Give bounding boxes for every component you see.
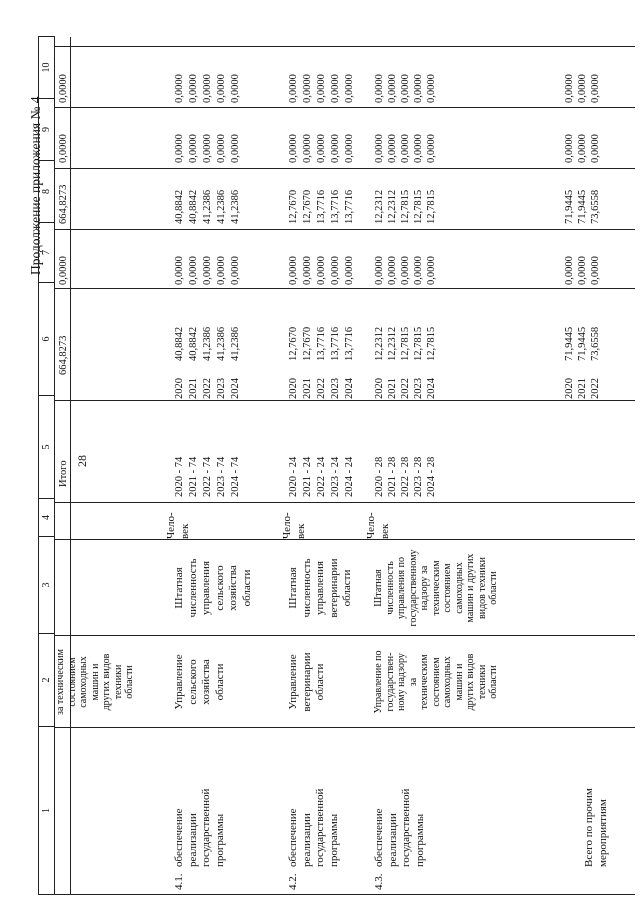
col-num-2: 2 — [39, 634, 55, 727]
table-body — [55, 37, 635, 895]
row-year-values: 2020 - 24 2021 - 24 2022 - 24 2023 - 24 2024 - 24 — [288, 456, 355, 497]
row-years: 2020 2021 2022 2023 2024 — [288, 378, 355, 399]
row-col7: 0,0000 0,0000 0,0000 0,0000 0,0000 — [374, 256, 437, 285]
row-col9: 0,0000 0,0000 0,0000 0,0000 0,0000 — [288, 134, 355, 163]
row-col6: 12,2312 12,2312 12,7815 12,7815 12,7815 — [374, 326, 437, 361]
row-year-values: 2020 - 74 2021 - 74 2022 - 74 2023 - 74 2024 - 74 — [174, 456, 241, 497]
row-number: 4.1. — [173, 873, 185, 890]
row-number: 4.2. — [287, 873, 299, 890]
summary-col9: 0,0000 0,0000 0,0000 — [564, 134, 601, 163]
col-num-10: 10 — [39, 37, 55, 99]
row-indicator: Штатная численность управления ветеринарии области — [287, 558, 353, 618]
row-col8: 12,7670 12,7670 13,7716 13,7716 13,7716 — [288, 189, 355, 224]
total-label: Итого — [58, 460, 69, 487]
col-num-3: 3 — [39, 537, 55, 634]
column-number-header — [38, 36, 55, 895]
summary-col10: 0,0000 0,0000 0,0000 — [564, 74, 601, 103]
row-purpose: обеспечение реализации государственной программы — [173, 788, 226, 867]
row-col6: 40,8842 40,8842 41,2386 41,2386 41,2386 — [174, 326, 241, 361]
row-col10: 0,0000 0,0000 0,0000 0,0000 0,0000 — [288, 74, 355, 103]
row-col7: 0,0000 0,0000 0,0000 0,0000 0,0000 — [174, 256, 241, 285]
row-unit: Чело- век — [365, 512, 391, 539]
row-years: 2020 2021 2022 2023 2024 — [374, 378, 437, 399]
row-purpose: обеспечение реализации государственной программы — [373, 788, 426, 867]
row-col9: 0,0000 0,0000 0,0000 0,0000 0,0000 — [374, 134, 437, 163]
summary-col7: 0,0000 0,0000 0,0000 — [564, 256, 601, 285]
row-col10: 0,0000 0,0000 0,0000 0,0000 0,0000 — [174, 74, 241, 103]
summary-label: Всего по прочим мероприятиям — [583, 788, 609, 867]
row-years: 2020 2021 2022 2023 2024 — [174, 378, 241, 399]
row-col7: 0,0000 0,0000 0,0000 0,0000 0,0000 — [288, 256, 355, 285]
row-col10: 0,0000 0,0000 0,0000 0,0000 0,0000 — [374, 74, 437, 103]
row-executor: Управление по государствен- ному надзору за техническим состоянием самоходных машин и других видов техники области — [373, 650, 499, 714]
row-executor: Управление ветеринарии области — [287, 652, 326, 712]
continuation-col2: за техническим состоянием самоходных машин и других видов техники области — [55, 649, 135, 715]
row-purpose: обеспечение реализации государственной программы — [287, 788, 340, 867]
page-number: 28 — [75, 455, 89, 467]
row-col6: 12,7670 12,7670 13,7716 13,7716 13,7716 — [288, 326, 355, 361]
col-num-8: 8 — [39, 161, 55, 223]
summary-years: 2020 2021 2022 — [564, 378, 601, 399]
col-num-7: 7 — [39, 223, 55, 283]
total-col9: 0,0000 — [58, 134, 69, 163]
row-col8: 40,8842 40,8842 41,2386 41,2386 41,2386 — [174, 189, 241, 224]
summary-col8: 71,9445 71,9445 73,6558 — [564, 189, 601, 224]
row-unit: Чело- век — [281, 512, 307, 539]
col-num-9: 9 — [39, 99, 55, 161]
total-col10: 0,0000 — [58, 74, 69, 103]
summary-col6: 71,9445 71,9445 73,6558 — [564, 326, 601, 361]
row-indicator: Штатная численность управления по государственному надзору за техническим состоянием самоходных машин и других видов техники области — [373, 549, 499, 627]
appendix-label: Продолжение приложения № 4 — [28, 96, 43, 275]
total-col8: 664,8273 — [58, 184, 69, 224]
row-number: 4.3. — [373, 873, 385, 890]
row-executor: Управление сельского хозяйства области — [173, 654, 226, 710]
total-col7: 0,0000 — [58, 256, 69, 285]
row-unit: Чело- век — [165, 512, 191, 539]
col-num-6: 6 — [39, 283, 55, 396]
col-num-5: 5 — [39, 396, 55, 499]
col-num-4: 4 — [39, 499, 55, 537]
col-num-1: 1 — [39, 727, 55, 895]
row-indicator: Штатная численность управления сельского хозяйства области — [173, 558, 253, 618]
total-col6: 664,8273 — [58, 335, 69, 375]
row-year-values: 2020 - 28 2021 - 28 2022 - 28 2023 - 28 2024 - 28 — [374, 456, 437, 497]
row-col8: 12,2312 12,2312 12,7815 12,7815 12,7815 — [374, 189, 437, 224]
row-col9: 0,0000 0,0000 0,0000 0,0000 0,0000 — [174, 134, 241, 163]
